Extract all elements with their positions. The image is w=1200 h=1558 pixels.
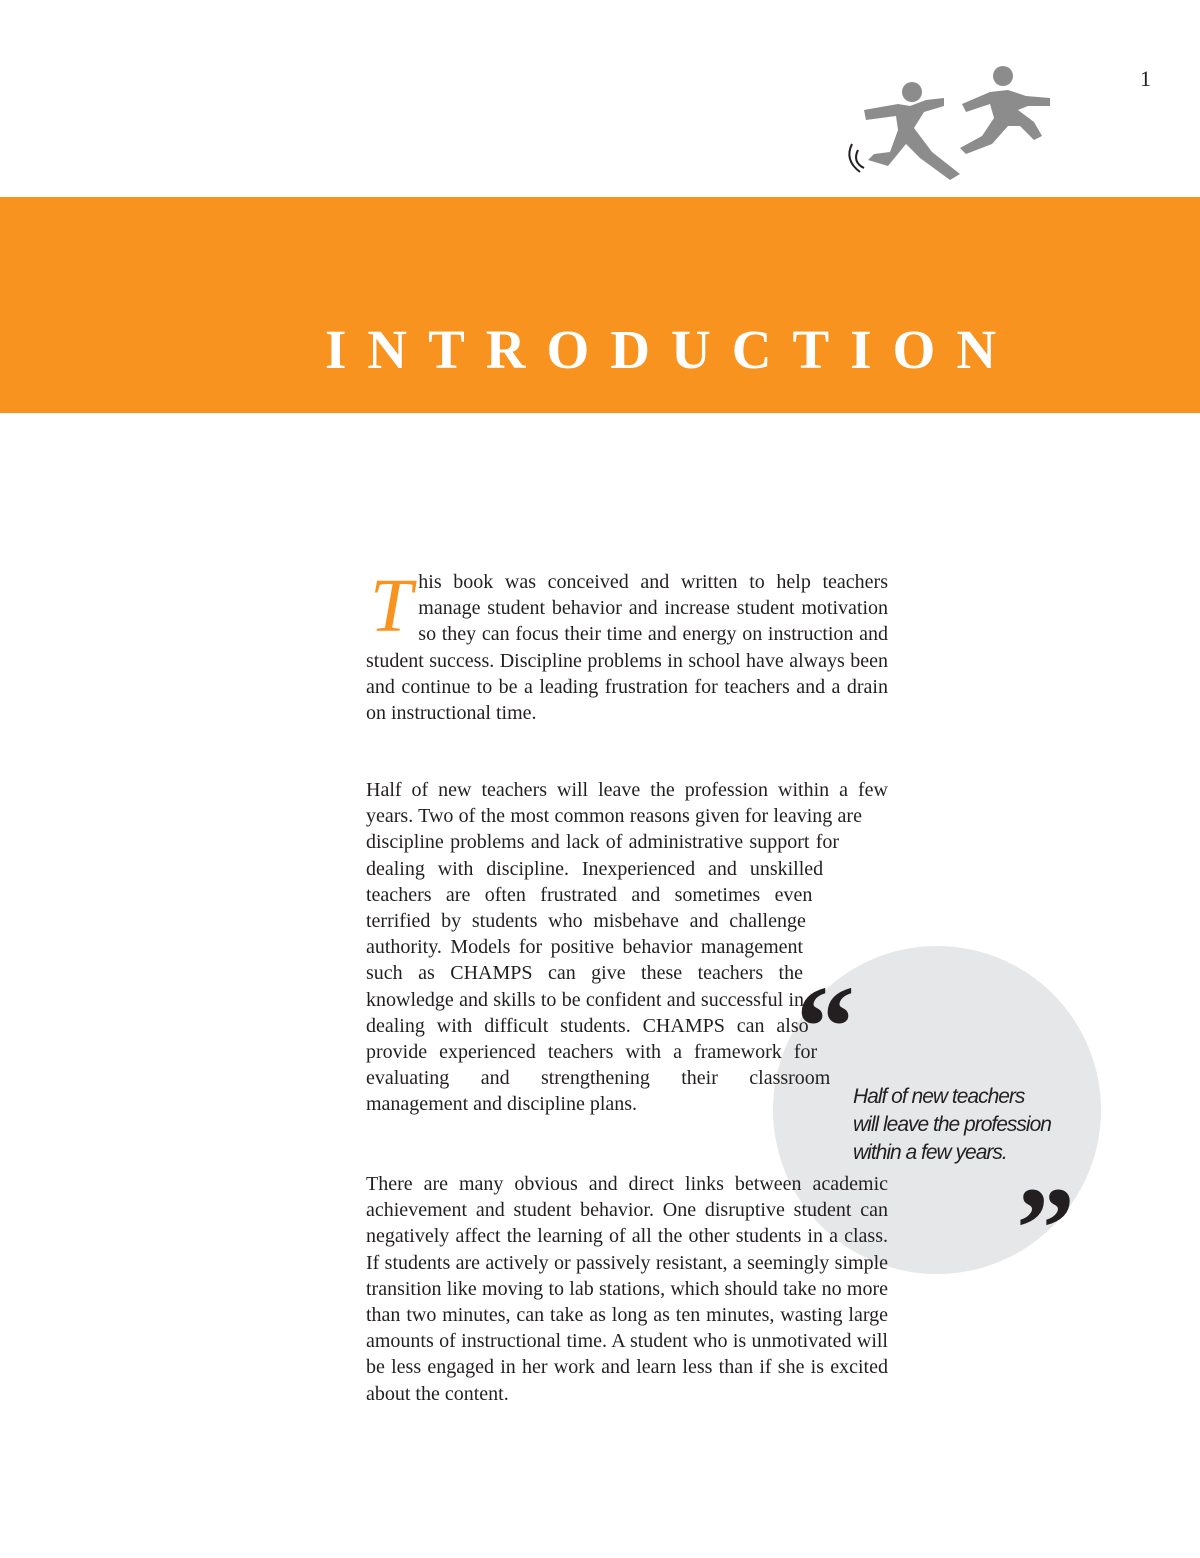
drop-cap: T — [370, 564, 413, 648]
intro-paragraph-3 — [366, 1171, 888, 1407]
intro-paragraph-2 — [366, 777, 888, 1137]
paragraph-3-text: There are many obvious and direct links between academic achievement and student behavior. One disruptive student can negatively affect the learning of all the other students in a class. If students are actively or passively resistant, a seemingly simple transition like moving to lab stations, which should take no more than two minutes, can take as long as ten minutes, wasting large amounts of instructional time. A student who is unmotivated will be less engaged in her work and learn less than if she is excited about the content. — [366, 1173, 888, 1405]
open-quote-mark: “ — [796, 961, 855, 1092]
page-number: 1 — [1140, 66, 1151, 91]
paragraph-2-text: Half of new teachers will leave the profession within a few years. Two of the most common reasons given for leaving are discipline problems and lack of administrative support for dealing with discipline. Inexperienced and unskilled teachers are often frustrated and sometimes even terrified by students who misbehave and challenge authority. Models for positive behavior management such as CHAMPS can give these teachers the knowledge and skills to be confident and successful in dealing with difficult students. CHAMPS can also provide experienced teachers with a framework for evaluating and strengthening their classroom management and discipline plans. — [366, 779, 888, 1116]
two-leaping-figures-icon — [840, 62, 1055, 182]
paragraph-1-text: his book was conceived and written to help teachers manage student behavior and increase student motivation so they can focus their time and energy on instruction and student success. Discipline problems in school have always been and continue to be a leading frustration for teachers and a drain on instructional time. — [366, 571, 888, 725]
pullquote-text: Half of new teachers will leave the profession within a few years. — [853, 1085, 1051, 1164]
close-quote-mark: ” — [1016, 1163, 1075, 1294]
intro-paragraph-1 — [366, 564, 888, 726]
chapter-title: INTRODUCTION — [325, 319, 1018, 380]
